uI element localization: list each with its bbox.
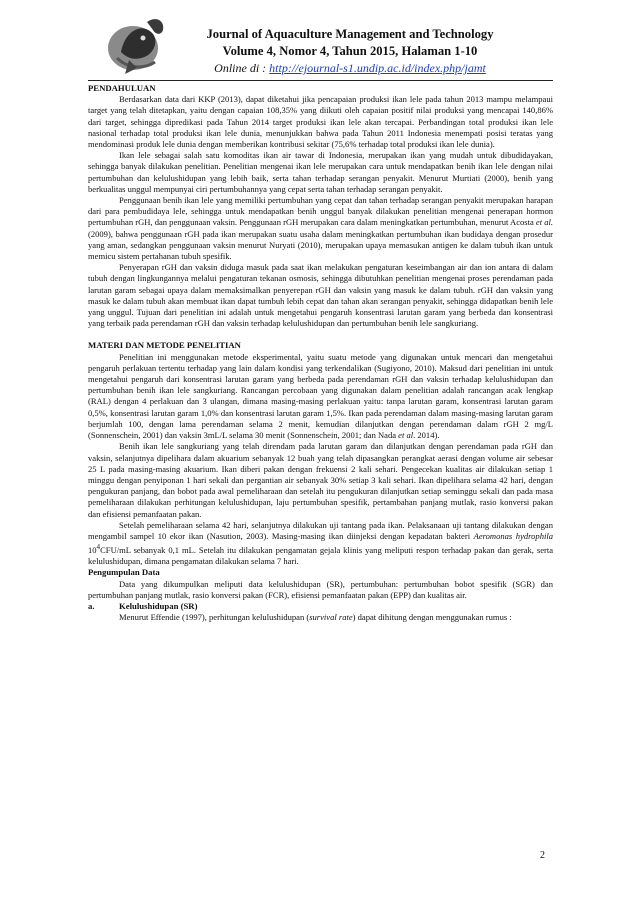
paragraph — [88, 195, 553, 262]
paragraph — [88, 612, 553, 623]
italic-run: Aeromonas hydrophila — [473, 530, 553, 541]
list-item-a — [88, 601, 553, 612]
text-run: 10 — [88, 544, 97, 555]
article-body — [88, 83, 553, 623]
online-line — [150, 61, 550, 76]
page-number: 2 — [540, 850, 545, 861]
header-rule — [88, 80, 553, 81]
journal-url-link[interactable]: http://ejournal-s1.undip.ac.id/index.php/jamt — [269, 61, 486, 75]
text-run: CFU/mL sebanyak 0,1 mL. Setelah itu dilakukan pengamatan gejala klinis yang meliputi respon terhadap pakan dan gerak, serta kelulushidupan, dimana pengamatan dilakukan selama 7 hari. — [88, 544, 553, 567]
heading-pengumpulan: Pengumpulan Data — [88, 567, 160, 578]
paragraph — [88, 520, 553, 568]
volume-line: Volume 4, Nomor 4, Tahun 2015, Halaman 1-10 — [222, 44, 478, 58]
paragraph: Data yang dikumpulkan meliputi data kelulushidupan (SR), pertumbuhan: pertumbuhan bobot spesifik (SGR) dan pertumbuhan panjang mutlak, rasio konversi pakan (FCR), efisiensi pemanfaatan pakan (EPP) dan kualitas air. — [88, 578, 553, 600]
section-gap — [88, 329, 553, 340]
text-run: Menurut Effendie (1997), perhitungan kelulushidupan ( — [119, 612, 310, 623]
heading-pendahuluan: PENDAHULUAN — [88, 83, 156, 93]
list-item-label: a. — [88, 600, 95, 611]
paragraph: Ikan lele sebagai salah satu komoditas ikan air tawar di Indonesia, merupakan ikan yang mudah untuk dibudidayakan, sehingga banyak dilakukan penelitian. Penelitian mengenai ikan lele merupakan cara untuk mendapatkan benih ikan lele dengan nilai pertumbuhan dan kelulushidupan yang lebih baik, serta tahan terhadap serangan penyakit. Menurut Murtiati (2000), benih yang berkualitas unggul mempunyai ciri pertumbuhannya yang cepat serta tahan terhadap serangan penyakit. — [88, 150, 553, 194]
italic-run: et al. — [535, 217, 553, 228]
superscript: 4 — [96, 543, 101, 552]
text-run: ) dapat dihitung dengan menggunakan rumus : — [352, 612, 512, 623]
journal-title: Journal of Aquaculture Management and Technology — [206, 27, 494, 41]
text-run: Penelitian ini menggunakan metode eksperimental, yaitu suatu metode yang digunakan untuk mencari dan mengetahui pengaruh perlakuan tertentu terhadap yang lain dalam kondisi yang terkendalikan (Sugiyono, 2010). Maksud dari penelitian ini untuk mengetahui pengaruh dari konsentrasi larutan garam yang berbeda pada perendaman rGH dan vaksin terhadap kelulushidupan dan pertumbuhan benih ikan lele sangkuriang. Rancangan percobaan yang digunakan dalam penelitian adalah rancangan acak lengkap (RAL) dengan 4 perlakuan dan 3 ulangan, dimana masing-masing perlakuan yaitu: tanpa larutan garam, konsentrasi larutan garam 0,5%, konsentrasi larutan garam 1,0% dan konsentrasi larutan garam 1,5%. Ikan pada perendaman dalam masing-masing larutan garam berjumlah 100, dengan lama perendaman selama 2 menit, kemudian dilanjutkan dengan perendaman dalam rGH 2 mg/L (Sonnenschein, 2001) dan vaksin 3mL/L selama 30 menit (Sonnenschein, 2001; dan Nada — [88, 351, 553, 441]
paragraph — [88, 352, 553, 442]
text-run: Penggunaan benih ikan lele yang memiliki pertumbuhan yang cepat dan tahan terhadap serangan penyakit merupakan harapan dari para pembudidaya lele, sehingga untuk mendapatkan benih unggul banyak dilakukan penelitian mengenai penerapan hormon pertumbuhan rGH, dan penggunaan vaksin. Penggunaan rGH merupakan cara dalam meningkatkan pertumbuhan, menurut Acosta — [88, 195, 553, 228]
text-run: Setelah pemeliharaan selama 42 hari, selanjutnya dilakukan uji tantang pada ikan. Pelaksanaan uji tantang dilakukan dengan mengambil sampel 10 ekor ikan (Nasution, 2003). Masing-masing ikan diinjeksi dengan kepadatan bakteri — [88, 519, 553, 541]
text-run: (2009), bahwa penggunaan rGH pada ikan merupakan suatu usaha dalam meningkatkan pertumbuhan ikan budidaya dengan prosedur yang aman, sedangkan penggunaan vaksin menurut Nuryati (2010), merupakan upaya memasukan antigen ke dalam tubuh ikan untuk memicu sistem pertahanan tubuh spesifik. — [88, 228, 553, 262]
paragraph: Berdasarkan data dari KKP (2013), dapat diketahui jika pencapaian produksi ikan lele pada tahun 2013 mampu melampaui target yang telah ditetapkan, yaitu dengan capaian 108,35% yang diikuti oleh capaian positif nilai produksi yang mencapai 140,86% dari target, sehingga dipredikasi pada Tahun 2014 target produksi ikan lele akan tercapai. Perbandingan total produksi ikan lele nasional terhadap total produksi ikan lele dunia, menunjukkan bahwa pada Tahun 2011 Indonesia menempati posisi teratas yang mendominasi produk lele dunia dengan memberikan kontribusi sekitar (75,6% terhadap total produksi ikan lele dunia). — [88, 94, 553, 150]
italic-run: survival rate — [309, 612, 353, 623]
text-run: . 2014). — [413, 430, 440, 441]
list-item-title: Kelulushidupan (SR) — [119, 600, 198, 611]
heading-materi: MATERI DAN METODE PENELITIAN — [88, 340, 241, 351]
online-prefix: Online di : — [214, 61, 270, 75]
paragraph: Penyerapan rGH dan vaksin diduga masuk pada saat ikan melakukan pengaturan keseimbangan air dan ion antara di dalam tubuh dengan lingkungannya melalui pengaturan tekanan osmosis, sehingga dibutuhkan penelitian mengenai proses perendaman pada larutan garam sebagai upaya dalam memaksimalkan penyerepan rGH dan vaksin yang masuk ke dalam tubuh. rGH dan vaksin yang masuk ke dalam tubuh akan membuat ikan dapat tumbuh lebih cepat dan tahan akan serangan penyakit, sehingga didapatkan benih lele yang unggul. Tujuan dari penelitian ini adalah untuk mengetahui pengaruh konsentrasi larutan garam yang berbeda dan konsentrasi yang terbaik pada perendaman rGH dan vaksin terhadap kelulushidupan dan pertumbuhan benih lele sangkuriang. — [88, 262, 553, 329]
italic-run: et al — [398, 430, 414, 441]
paragraph: Benih ikan lele sangkuriang yang telah direndam pada larutan garam dan dilanjutkan dengan perendaman pada rGH dan vaksin, selanjutnya dipelihara dalam akuarium sebanyak 12 buah yang telah dipasangkan perangkat aerasi dengan volume air sebesar 25 L pada masing-masing akuarium. Ikan diberi pakan dengan frekuensi 2 kali sehari. Pengecekan kualitas air dilakukan setiap 1 minggu dengan penyiponan 1 hari sekali dan pergantian air sebanyak 30% setiap 3 kali sehari. Ikan dipelihara selama 42 hari, dengan pengukuran panjang, dan bobot pada awal pemeliharaan dan setelah itu pengukuran dilanjutkan setiap seminggu sekali dan pada masa pemeliharaan dilakukan perhitungan kelulushidupan, laju pertumbuhan spesifik, pertambahan panjang mutlak, rasio konversi pakan dan efisiensi pemanfaatan pakan. — [88, 441, 553, 519]
